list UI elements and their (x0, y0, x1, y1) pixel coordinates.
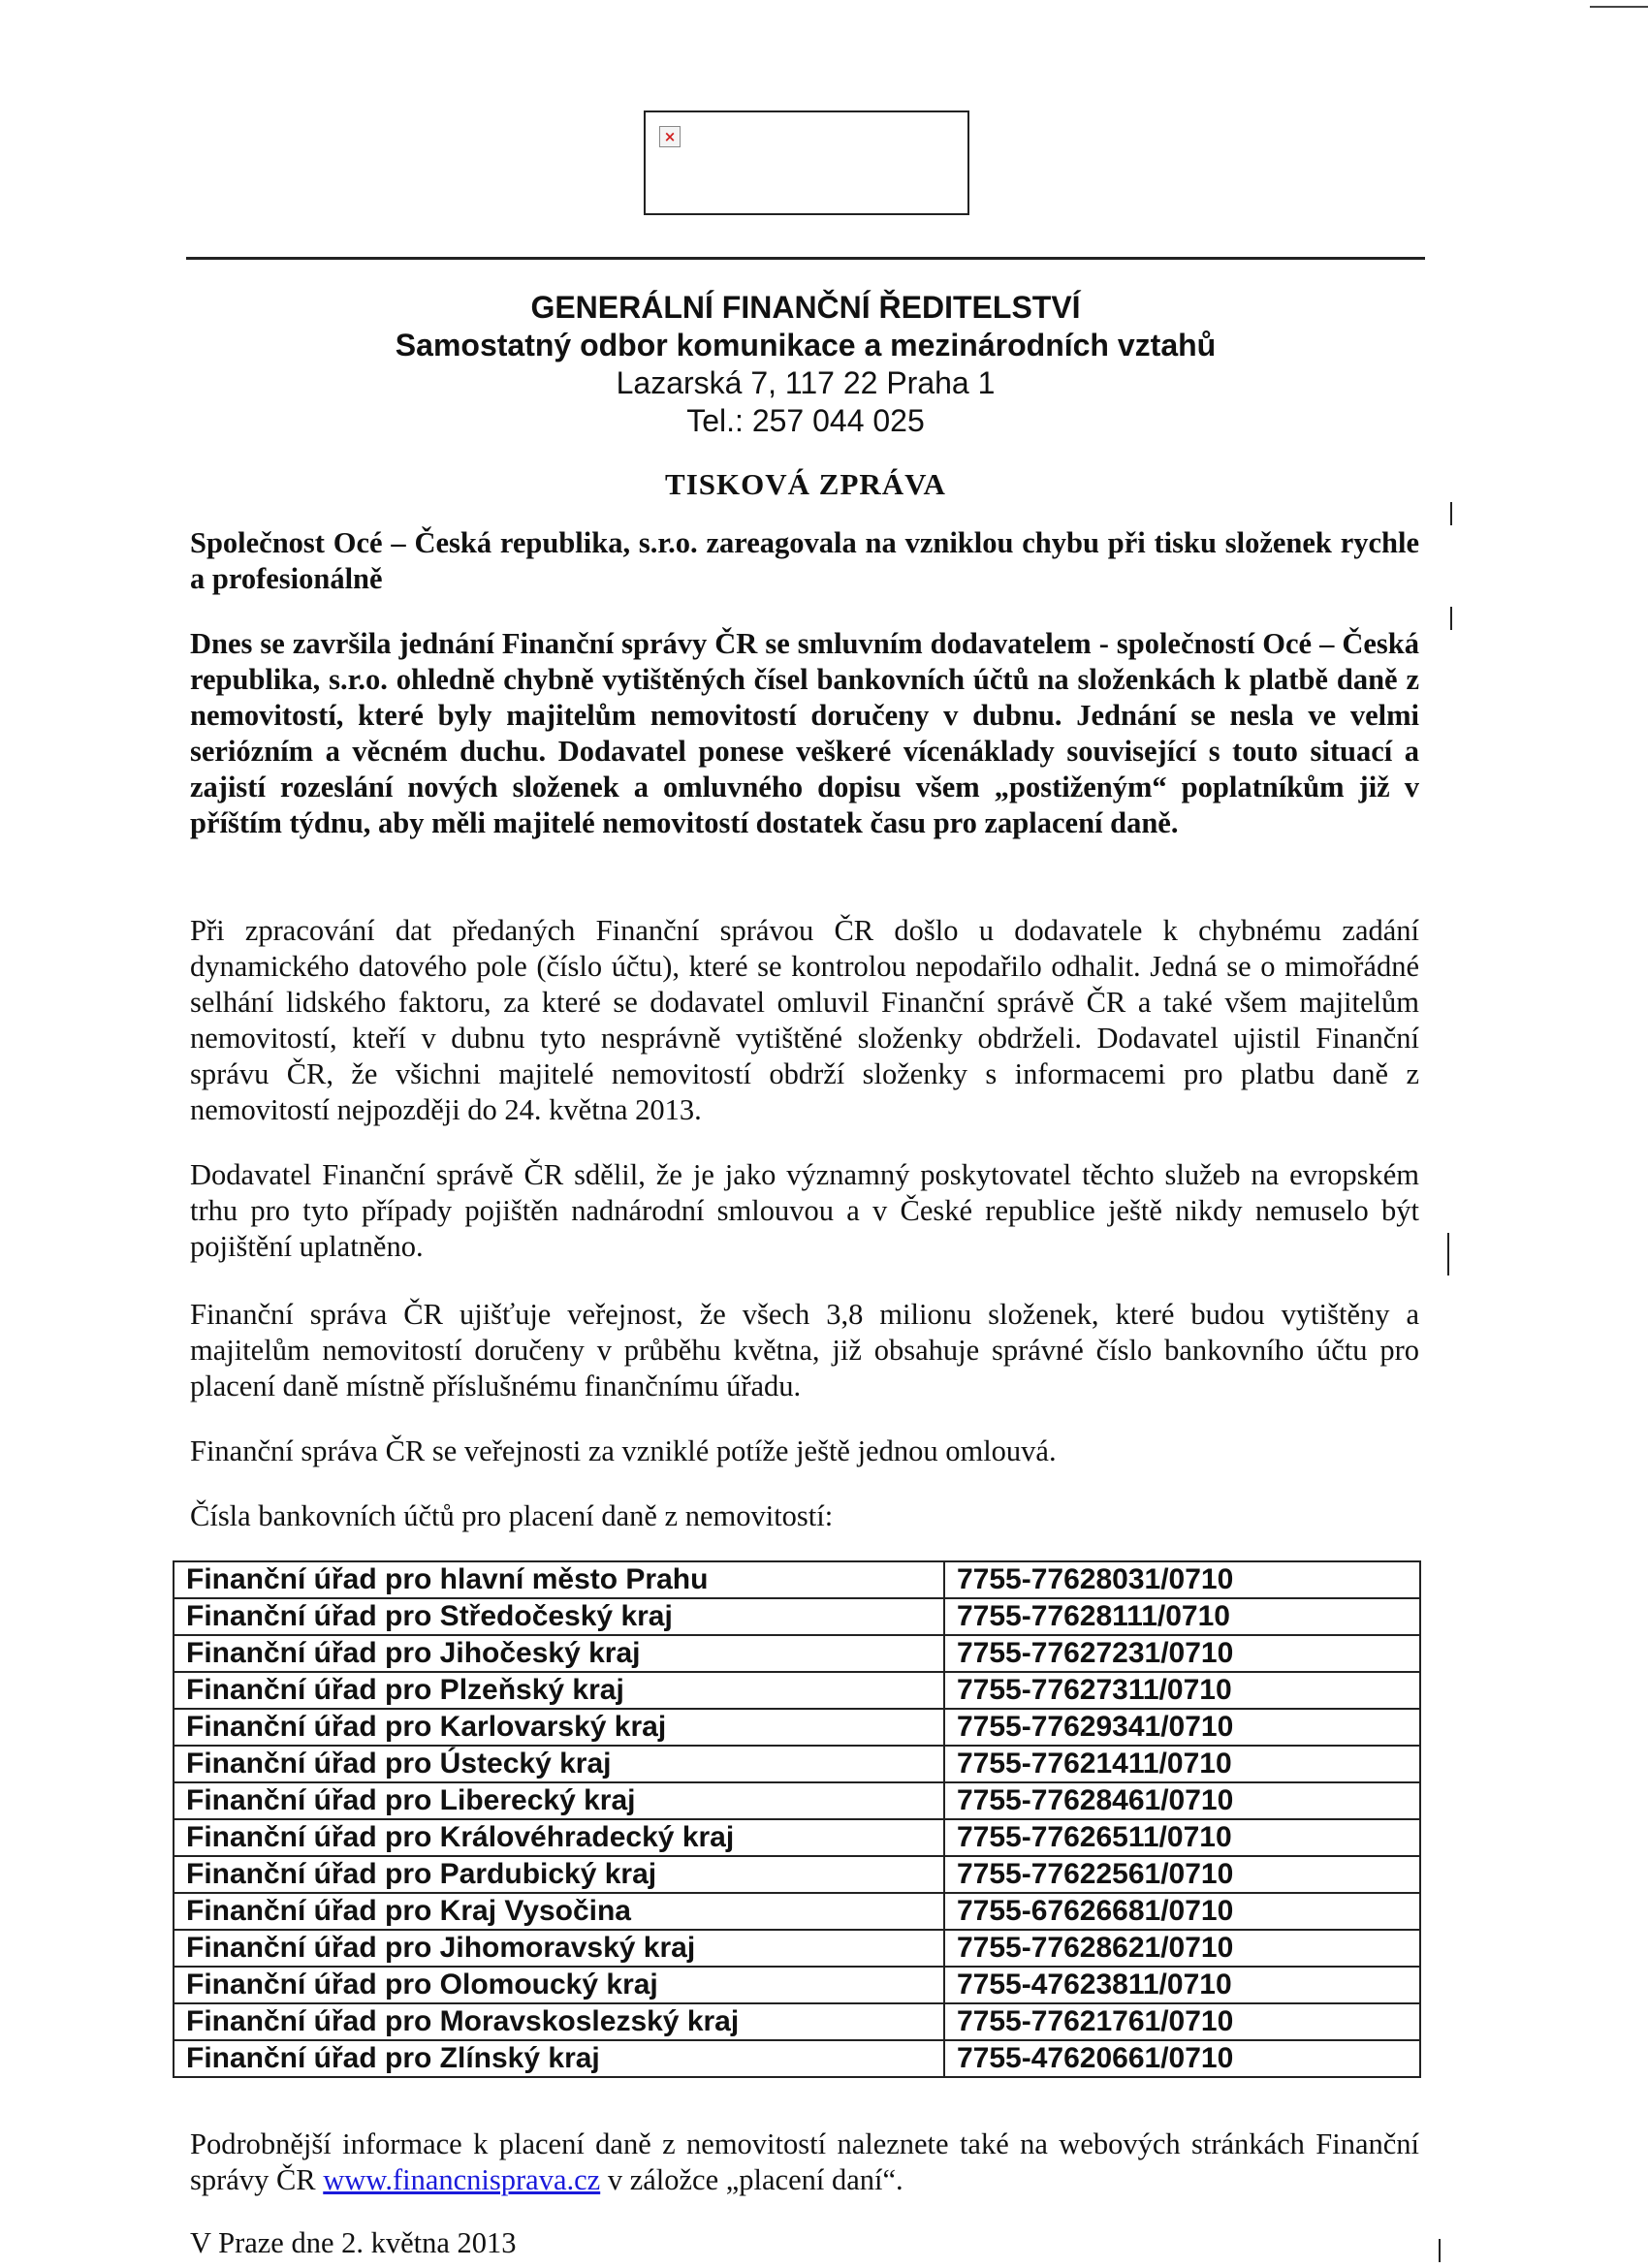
account-number: 7755-47623811/0710 (944, 1967, 1420, 2003)
document-title: TISKOVÁ ZPRÁVA (665, 467, 946, 501)
margin-mark (1447, 1233, 1449, 1276)
table-row (174, 1672, 1420, 1709)
table-row (174, 1967, 1420, 2003)
account-number: 7755-77628621/0710 (944, 1930, 1420, 1967)
table-row (174, 2003, 1420, 2040)
office-name: Finanční úřad pro Jihomoravský kraj (174, 1930, 944, 1967)
account-number: 7755-77627311/0710 (944, 1672, 1420, 1709)
table-row (174, 2040, 1420, 2077)
account-number: 7755-47620661/0710 (944, 2040, 1420, 2077)
body-paragraph: Dodavatel Finanční správě ČR sdělil, že je jako významný poskytovatel těchto služeb na evropském trhu pro tyto případy pojištěn nadnárodní smlouvou a v České republice ještě nikdy nemuselo být pojištění uplatněno. (190, 1158, 1419, 1263)
scan-edge-line (1590, 6, 1648, 8)
table-row (174, 1561, 1420, 1598)
office-name: Finanční úřad pro Karlovarský kraj (174, 1709, 944, 1746)
account-number: 7755-77621411/0710 (944, 1746, 1420, 1782)
office-name: Finanční úřad pro Olomoucký kraj (174, 1967, 944, 2003)
lead-paragraph: Společnost Océ – Česká republika, s.r.o. zareagovala na vzniklou chybu při tisku složenek rychle a profesionálně (190, 526, 1419, 595)
body-paragraph: Při zpracování dat předaných Finanční správou ČR došlo u dodavatele k chybnému zadání dynamického datového pole (číslo účtu), které se kontrolou nepodařilo odhalit. Jedná se o mimořádné selhání lidského faktoru, za které se dodavatel omluvil Finanční správě ČR a také všem majitelům nemovitostí, kteří v dubnu tyto nesprávně vytištěné složenky obdrželi. Dodavatel ujistil Finanční správu ČR, že všichni majitelé nemovitostí obdrží složenky s informacemi pro platbu daně z nemovitostí nejpozději do 24. května 2013. (190, 914, 1419, 1126)
account-number: 7755-77627231/0710 (944, 1635, 1420, 1672)
office-name: Finanční úřad pro hlavní město Prahu (174, 1561, 944, 1598)
footer-paragraph (190, 2126, 1419, 2198)
website-link[interactable]: www.financnisprava.cz (323, 2163, 601, 2196)
account-number: 7755-77626511/0710 (944, 1819, 1420, 1856)
footer-text: Podrobnější informace k placení daně z nemovitostí naleznete také na webových stránkách Finanční správy ČR (190, 2127, 1419, 2196)
account-number: 7755-77628031/0710 (944, 1561, 1420, 1598)
body-paragraph: Finanční správa ČR ujišťuje veřejnost, že všech 3,8 milionu složenek, které budou vytištěny a majitelům nemovitostí doručeny v průběhu května, již obsahuje správné číslo bankovního účtu pro placení daně místně příslušnému finančnímu úřadu. (190, 1298, 1419, 1402)
department-name: Samostatný odbor komunikace a mezinárodních vztahů (395, 328, 1217, 362)
address: Lazarská 7, 117 22 Praha 1 (616, 365, 996, 400)
office-name: Finanční úřad pro Pardubický kraj (174, 1856, 944, 1893)
letterhead (186, 289, 1425, 440)
table-row (174, 1819, 1420, 1856)
date-line: V Praze dne 2. května 2013 (190, 2226, 517, 2259)
org-name: GENERÁLNÍ FINANČNÍ ŘEDITELSTVÍ (530, 290, 1081, 325)
account-number: 7755-67626681/0710 (944, 1893, 1420, 1930)
office-name: Finanční úřad pro Středočeský kraj (174, 1598, 944, 1635)
table-row (174, 1930, 1420, 1967)
table-row (174, 1709, 1420, 1746)
bank-accounts-table (173, 1560, 1421, 2078)
account-number: 7755-77622561/0710 (944, 1856, 1420, 1893)
office-name: Finanční úřad pro Královéhradecký kraj (174, 1819, 944, 1856)
table-row (174, 1782, 1420, 1819)
office-name: Finanční úřad pro Moravskoslezský kraj (174, 2003, 944, 2040)
account-number: 7755-77621761/0710 (944, 2003, 1420, 2040)
logo-placeholder (644, 110, 969, 215)
phone: Tel.: 257 044 025 (686, 403, 925, 438)
table-caption: Čísla bankovních účtů pro placení daně z nemovitostí: (190, 1499, 834, 1532)
table-row (174, 1893, 1420, 1930)
office-name: Finanční úřad pro Zlínský kraj (174, 2040, 944, 2077)
office-name: Finanční úřad pro Ústecký kraj (174, 1746, 944, 1782)
office-name: Finanční úřad pro Jihočeský kraj (174, 1635, 944, 1672)
table-row (174, 1598, 1420, 1635)
office-name: Finanční úřad pro Liberecký kraj (174, 1782, 944, 1819)
account-number: 7755-77628111/0710 (944, 1598, 1420, 1635)
header-rule (186, 257, 1425, 260)
footer-text-end: v záložce „placení daní“. (600, 2163, 903, 2196)
table-row (174, 1635, 1420, 1672)
margin-mark (1450, 607, 1452, 630)
office-name: Finanční úřad pro Plzeňský kraj (174, 1672, 944, 1709)
table-row (174, 1746, 1420, 1782)
body-paragraph: Finanční správa ČR se veřejnosti za vzniklé potíže ještě jednou omlouvá. (190, 1434, 1057, 1467)
intro-paragraph: Dnes se završila jednání Finanční správy ČR se smluvním dodavatelem - společností Océ – Česká republika, s.r.o. ohledně chybně vytištěných čísel bankovních účtů na složenkách k platbě daně z nemovitostí, které byly majitelům nemovitostí doručeny v dubnu. Jednání se nesla ve velmi seriózním a věcném duchu. Dodavatel ponese veškeré vícenáklady související s touto situací a zajistí rozeslání nových složenek a omluvného dopisu všem „postiženým“ poplatníkům již v příštím týdnu, aby měli majitelé nemovitostí dostatek času pro zaplacení daně. (190, 627, 1419, 839)
account-number: 7755-77628461/0710 (944, 1782, 1420, 1819)
table-row (174, 1856, 1420, 1893)
account-number: 7755-77629341/0710 (944, 1709, 1420, 1746)
margin-mark (1450, 502, 1452, 525)
office-name: Finanční úřad pro Kraj Vysočina (174, 1893, 944, 1930)
broken-image-icon: × (659, 126, 681, 147)
margin-mark (1439, 2239, 1441, 2262)
